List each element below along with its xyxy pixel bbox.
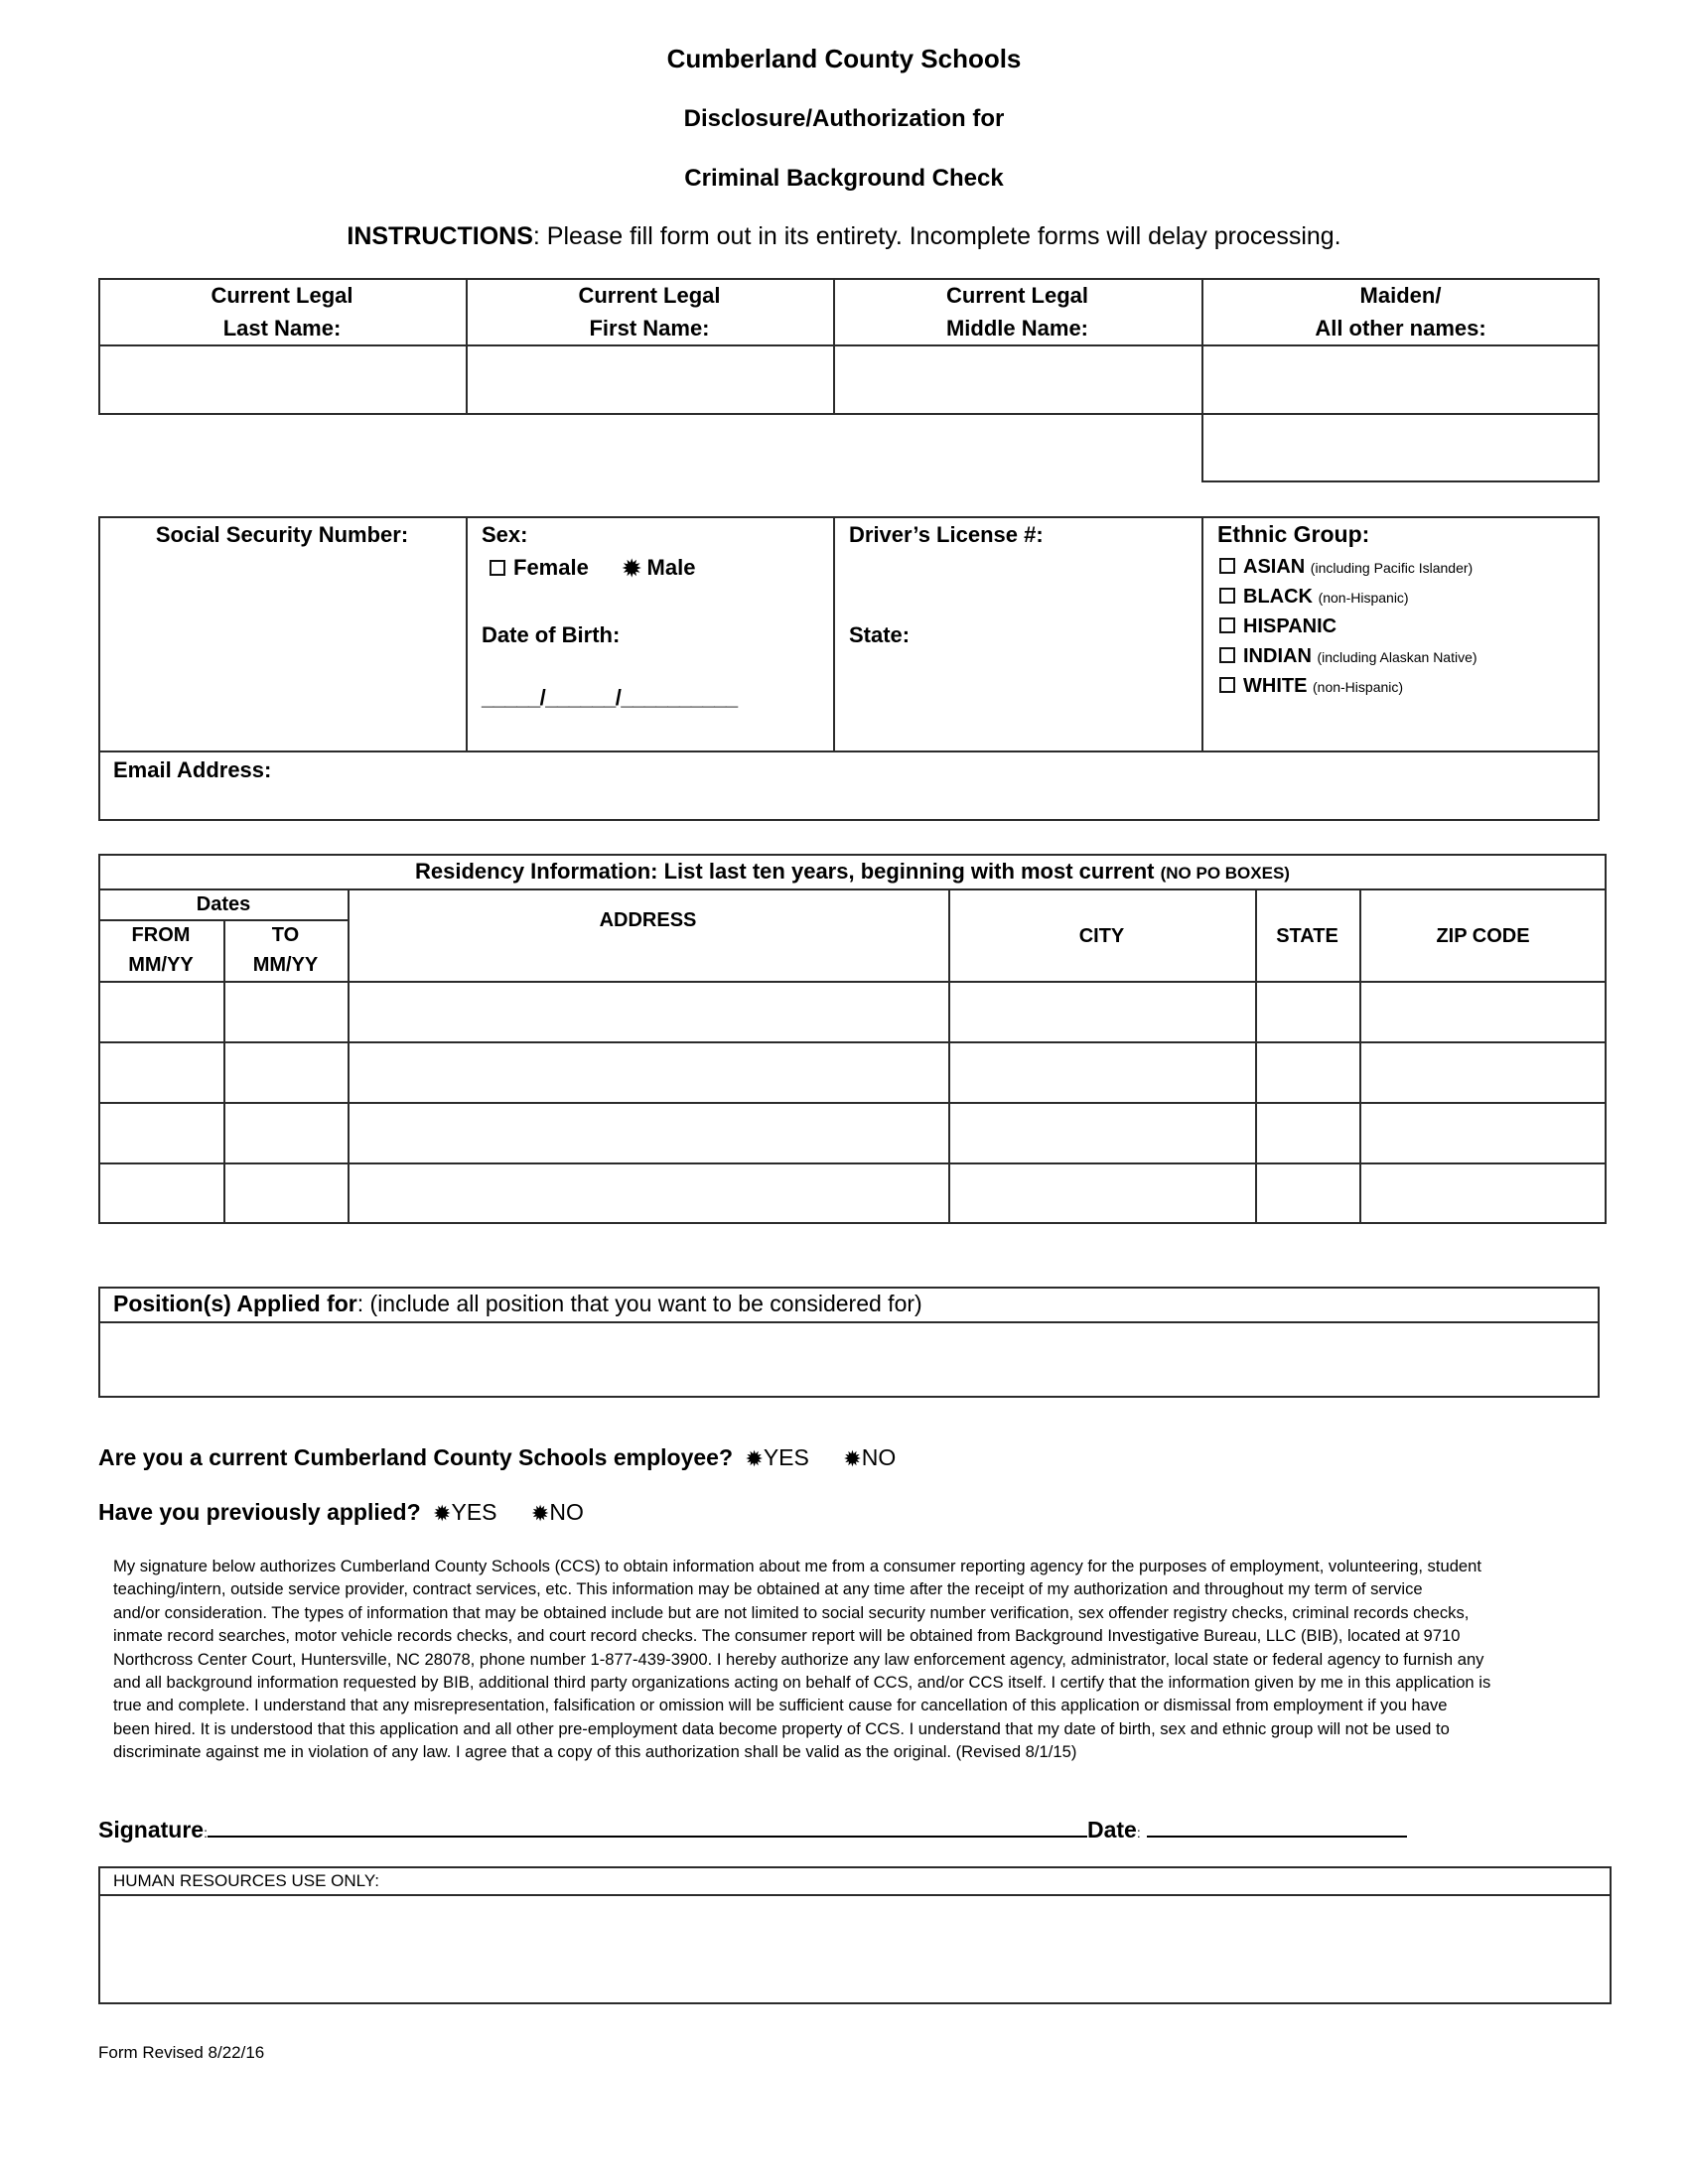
sex-option-male[interactable] bbox=[623, 555, 695, 580]
signature-label: Signature bbox=[98, 1817, 205, 1843]
authorization-line: and all background information requested by BIB, additional third party organizations acting on behalf of CCS, and/or CCS itself. I certify that the information given by me in this application is bbox=[113, 1673, 1491, 1693]
drivers-license-field[interactable] bbox=[849, 556, 1192, 615]
residency-zip-field[interactable] bbox=[1361, 1043, 1605, 1101]
header-line: Current Legal bbox=[578, 283, 721, 308]
positions-label bbox=[113, 1288, 922, 1320]
option-label: Male bbox=[646, 555, 696, 580]
signature-line[interactable] bbox=[208, 1814, 1087, 1838]
option-label: YES bbox=[451, 1499, 497, 1525]
residency-to-field[interactable] bbox=[225, 1104, 346, 1161]
positions-label-text: Position(s) Applied for bbox=[113, 1291, 357, 1316]
authorization-line: inmate record searches, motor vehicle records checks, and court record checks. The consumer report will be obtained from Background Investigative Bureau, LLC (BIB), located at 9710 bbox=[113, 1626, 1461, 1646]
last-name-header bbox=[98, 279, 466, 344]
employee-no-option[interactable] bbox=[843, 1444, 896, 1470]
ethnic-group-label: Ethnic Group: bbox=[1217, 521, 1370, 547]
form-subtitle-1: Disclosure/Authorization for bbox=[683, 105, 1005, 132]
option-label: HISPANIC bbox=[1243, 615, 1337, 637]
residency-state-field[interactable] bbox=[1257, 1104, 1357, 1161]
checkbox-empty-icon[interactable] bbox=[1219, 617, 1235, 633]
instructions-text: : Please fill form out in its entirety. Incomplete forms will delay processing. bbox=[532, 222, 1341, 250]
residency-state-field[interactable] bbox=[1257, 1164, 1357, 1222]
residency-city-field[interactable] bbox=[950, 1164, 1253, 1222]
residency-address-field[interactable] bbox=[350, 1104, 946, 1161]
option-note: (non-Hispanic) bbox=[1313, 679, 1404, 695]
header-line: Current Legal bbox=[211, 283, 353, 308]
option-label: Female bbox=[513, 555, 589, 580]
ethnic-option-black[interactable] bbox=[1219, 582, 1409, 613]
ethnic-option-white[interactable] bbox=[1219, 671, 1403, 702]
state-label: State: bbox=[849, 622, 911, 647]
residency-zip-field[interactable] bbox=[1361, 983, 1605, 1040]
burst-filled-icon[interactable]: ✹ bbox=[530, 1501, 550, 1526]
header-line: Maiden/ bbox=[1359, 283, 1442, 308]
email-label: Email Address: bbox=[113, 757, 272, 782]
divider bbox=[98, 344, 1600, 346]
residency-state-field[interactable] bbox=[1257, 983, 1357, 1040]
authorization-line: Northcross Center Court, Huntersville, NC 28078, phone number 1-877-439-3900. I hereby authorize any law enforcement agency, administrator, local state or federal agency to furnish any bbox=[113, 1649, 1484, 1669]
positions-note: : (include all position that you want to be considered for) bbox=[356, 1291, 922, 1316]
residency-to-field[interactable] bbox=[225, 1164, 346, 1222]
page-title: Cumberland County Schools bbox=[666, 44, 1022, 73]
residency-title bbox=[98, 856, 1607, 889]
residency-from-field[interactable] bbox=[100, 1104, 221, 1161]
employee-question bbox=[98, 1440, 896, 1474]
last-name-field[interactable] bbox=[102, 348, 462, 411]
to-header bbox=[223, 920, 348, 980]
header-line: FROM bbox=[131, 924, 191, 946]
other-names-field[interactable] bbox=[1205, 417, 1596, 478]
residency-state-field[interactable] bbox=[1257, 1043, 1357, 1101]
divider bbox=[833, 516, 835, 751]
question-text: Have you previously applied? bbox=[98, 1499, 421, 1525]
checkbox-empty-icon[interactable] bbox=[1219, 647, 1235, 663]
maiden-name-field[interactable] bbox=[1205, 348, 1596, 411]
ethnic-option-asian[interactable] bbox=[1219, 552, 1473, 583]
dates-header: Dates bbox=[196, 893, 251, 915]
checkbox-empty-icon[interactable] bbox=[1219, 558, 1235, 574]
ssn-field[interactable] bbox=[109, 556, 457, 745]
middle-name-header bbox=[833, 279, 1201, 344]
authorization-line: teaching/intern, outside service provider, contract services, etc. This information may be obtained at any time after the receipt of my authorization and throughout my term of service bbox=[113, 1579, 1423, 1599]
applied-no-option[interactable] bbox=[531, 1499, 584, 1525]
from-header bbox=[98, 920, 223, 980]
authorization-line: discriminate against me in violation of any law. I agree that a copy of this authorization shall be valid as the original. (Revised 8/1/15) bbox=[113, 1742, 1077, 1762]
authorization-line: true and complete. I understand that any misrepresentation, falsification or omission will be sufficient cause for cancellation of this application or dismissal from employment if you have bbox=[113, 1696, 1448, 1715]
residency-to-field[interactable] bbox=[225, 1043, 346, 1101]
dob-field[interactable]: _____/______/__________ bbox=[482, 685, 738, 710]
positions-field[interactable] bbox=[102, 1325, 1596, 1394]
authorization-line: My signature below authorizes Cumberland County Schools (CCS) to obtain information about me from a consumer reporting agency for the purposes of employment, volunteering, student bbox=[113, 1557, 1481, 1575]
header-line: MM/YY bbox=[128, 954, 194, 976]
option-note: (non-Hispanic) bbox=[1318, 590, 1409, 606]
dob-label: Date of Birth: bbox=[482, 622, 621, 647]
sex-label: Sex: bbox=[482, 522, 528, 547]
option-note: (including Alaskan Native) bbox=[1317, 649, 1477, 665]
residency-zip-field[interactable] bbox=[1361, 1164, 1605, 1222]
address-header: ADDRESS bbox=[599, 909, 697, 931]
header-line: All other names: bbox=[1315, 316, 1486, 341]
residency-city-field[interactable] bbox=[950, 983, 1253, 1040]
option-label: NO bbox=[549, 1499, 584, 1525]
divider bbox=[98, 1894, 1612, 1896]
date-line[interactable] bbox=[1147, 1814, 1407, 1838]
employee-yes-option[interactable] bbox=[745, 1444, 808, 1470]
burst-filled-icon[interactable]: ✹ bbox=[745, 1446, 764, 1471]
residency-title-text: Residency Information: List last ten years, beginning with most current bbox=[415, 859, 1155, 884]
burst-filled-icon[interactable]: ✹ bbox=[433, 1501, 452, 1526]
option-label: WHITE bbox=[1243, 675, 1308, 697]
residency-address-field[interactable] bbox=[350, 1043, 946, 1101]
option-label: INDIAN bbox=[1243, 645, 1312, 667]
residency-address-field[interactable] bbox=[350, 1164, 946, 1222]
option-note: (including Pacific Islander) bbox=[1310, 560, 1474, 576]
divider bbox=[1201, 516, 1203, 751]
authorization-text bbox=[113, 1555, 1490, 1764]
date-label: Date bbox=[1086, 1817, 1137, 1843]
residency-title-note: (NO PO BOXES) bbox=[1160, 864, 1290, 883]
authorization-line: and/or consideration. The types of information that may be obtained include but are not limited to social security number verification, sex offender registry checks, criminal records checks, bbox=[113, 1602, 1470, 1622]
sex-options bbox=[490, 551, 695, 584]
burst-filled-icon[interactable]: ✹ bbox=[622, 556, 641, 581]
maiden-name-header bbox=[1201, 279, 1600, 344]
middle-name-field[interactable] bbox=[837, 348, 1197, 411]
signature-row bbox=[98, 1813, 1407, 1849]
form-revised-footer: Form Revised 8/22/16 bbox=[98, 2043, 265, 2062]
first-name-header bbox=[466, 279, 833, 344]
header-line: TO bbox=[271, 924, 300, 946]
header-line: First Name: bbox=[589, 316, 710, 341]
divider bbox=[98, 751, 1600, 752]
form-subtitle-2: Criminal Background Check bbox=[684, 165, 1004, 192]
residency-address-field[interactable] bbox=[350, 983, 946, 1040]
email-field[interactable] bbox=[298, 756, 1589, 816]
state-field[interactable] bbox=[849, 655, 1192, 745]
residency-zip-field[interactable] bbox=[1361, 1104, 1605, 1161]
instructions-label: INSTRUCTIONS bbox=[347, 222, 533, 250]
ethnic-option-hispanic[interactable] bbox=[1219, 612, 1336, 642]
header-line: Last Name: bbox=[222, 316, 342, 341]
zip-header: ZIP CODE bbox=[1436, 925, 1530, 947]
first-name-field[interactable] bbox=[470, 348, 829, 411]
sex-option-female[interactable] bbox=[490, 555, 589, 580]
checkbox-empty-icon[interactable] bbox=[1219, 588, 1235, 604]
colon: : bbox=[204, 1825, 208, 1841]
authorization-line: been hired. It is understood that this application and all other pre-employment data become property of CCS. I understand that my date of birth, sex and ethnic group will not be used to bbox=[113, 1718, 1450, 1738]
state-header: STATE bbox=[1276, 925, 1338, 947]
checkbox-empty-icon[interactable] bbox=[1219, 677, 1235, 693]
residency-city-field[interactable] bbox=[950, 1104, 1253, 1161]
residency-city-field[interactable] bbox=[950, 1043, 1253, 1101]
option-label: YES bbox=[763, 1444, 809, 1470]
burst-filled-icon[interactable]: ✹ bbox=[843, 1446, 862, 1471]
ethnic-option-indian[interactable] bbox=[1219, 641, 1477, 672]
drivers-license-label: Driver’s License #: bbox=[849, 522, 1044, 547]
residency-from-field[interactable] bbox=[100, 983, 221, 1040]
colon: : bbox=[1136, 1825, 1141, 1841]
option-label: BLACK bbox=[1243, 586, 1313, 608]
residency-to-field[interactable] bbox=[225, 983, 346, 1040]
residency-from-field[interactable] bbox=[100, 1164, 221, 1222]
instructions bbox=[0, 222, 1688, 251]
previously-applied-question bbox=[98, 1495, 584, 1529]
question-text: Are you a current Cumberland County Schools employee? bbox=[98, 1444, 734, 1470]
header-line: MM/YY bbox=[252, 954, 319, 976]
applied-yes-option[interactable] bbox=[433, 1499, 496, 1525]
ssn-label: Social Security Number: bbox=[155, 522, 409, 547]
city-header: CITY bbox=[1078, 925, 1125, 947]
residency-from-field[interactable] bbox=[100, 1043, 221, 1101]
header-line: Current Legal bbox=[945, 283, 1089, 308]
option-label: ASIAN bbox=[1243, 556, 1306, 578]
divider bbox=[466, 516, 468, 751]
option-label: NO bbox=[861, 1444, 897, 1470]
header-line: Middle Name: bbox=[945, 316, 1089, 341]
checkbox-empty-icon[interactable] bbox=[490, 560, 505, 576]
divider bbox=[98, 1321, 1600, 1323]
hr-label: HUMAN RESOURCES USE ONLY: bbox=[113, 1871, 379, 1890]
